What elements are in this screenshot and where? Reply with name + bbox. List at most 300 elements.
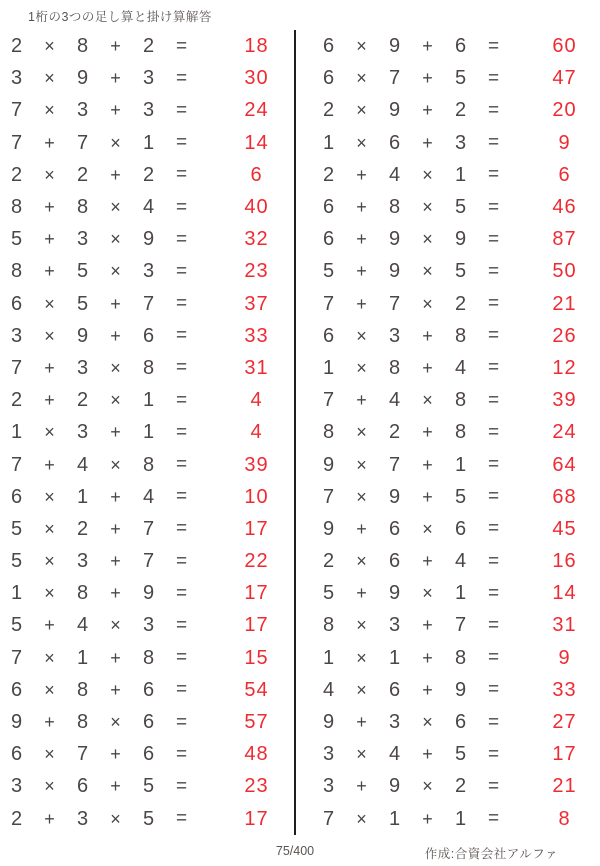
operator-2: + [110, 776, 121, 797]
operand-2: 4 [388, 389, 401, 412]
operator-1: × [44, 744, 55, 765]
operand-3: 5 [454, 485, 467, 508]
operand-3: 8 [454, 324, 467, 347]
operand-2: 9 [388, 260, 401, 283]
equals-sign: = [487, 775, 500, 797]
answer-value: 10 [244, 485, 269, 508]
operand-3: 4 [454, 550, 467, 573]
operator-1: × [356, 808, 367, 829]
operand-2: 8 [76, 582, 89, 605]
operand-3: 6 [142, 678, 155, 701]
answer-value: 37 [244, 292, 269, 315]
operator-1: + [356, 776, 367, 797]
operator-1: × [44, 36, 55, 57]
operand-2: 3 [388, 614, 401, 637]
operator-1: + [44, 454, 55, 475]
operator-2: × [422, 390, 433, 411]
equation-row [0, 288, 294, 320]
answer-value: 14 [244, 131, 269, 154]
operator-2: + [422, 100, 433, 121]
operator-2: + [422, 422, 433, 443]
answer-value: 60 [552, 35, 577, 58]
operator-2: + [422, 454, 433, 475]
operand-1: 3 [322, 743, 335, 766]
answer-value: 18 [244, 35, 269, 58]
operand-1: 9 [10, 711, 23, 734]
operand-3: 3 [142, 614, 155, 637]
operator-2: + [422, 615, 433, 636]
equation-row [0, 609, 294, 641]
operand-3: 2 [142, 163, 155, 186]
answer-value: 31 [244, 356, 269, 379]
operator-2: × [110, 454, 121, 475]
operand-2: 2 [76, 163, 89, 186]
operand-3: 7 [142, 550, 155, 573]
equals-sign: = [487, 99, 500, 121]
operator-1: + [44, 615, 55, 636]
operand-2: 9 [388, 582, 401, 605]
operand-1: 2 [10, 389, 23, 412]
answer-value: 87 [552, 228, 577, 251]
operand-1: 6 [10, 678, 23, 701]
equals-sign: = [175, 647, 188, 669]
equals-sign: = [487, 67, 500, 89]
equals-sign: = [487, 647, 500, 669]
operand-3: 9 [454, 228, 467, 251]
operand-3: 8 [142, 356, 155, 379]
answer-value: 9 [558, 131, 571, 154]
operand-3: 5 [454, 67, 467, 90]
operand-2: 4 [76, 453, 89, 476]
operator-2: × [110, 615, 121, 636]
operator-1: + [44, 357, 55, 378]
equation-row [312, 62, 598, 94]
operator-2: × [110, 229, 121, 250]
operator-1: × [356, 36, 367, 57]
operator-2: + [422, 132, 433, 153]
answer-value: 40 [244, 196, 269, 219]
equals-sign: = [487, 711, 500, 733]
equation-row [0, 30, 294, 62]
equation-row [0, 448, 294, 480]
equals-sign: = [487, 679, 500, 701]
operand-1: 6 [322, 67, 335, 90]
equals-sign: = [175, 196, 188, 218]
answer-value: 31 [552, 614, 577, 637]
equation-row [312, 706, 598, 738]
operand-1: 7 [322, 807, 335, 830]
equals-sign: = [487, 293, 500, 315]
operator-1: + [356, 164, 367, 185]
operand-2: 1 [76, 485, 89, 508]
operator-1: × [356, 615, 367, 636]
operator-1: × [356, 679, 367, 700]
equation-row [312, 191, 598, 223]
equals-sign: = [175, 743, 188, 765]
equals-sign: = [175, 550, 188, 572]
equals-sign: = [487, 614, 500, 636]
equation-row [312, 94, 598, 126]
operand-1: 3 [10, 324, 23, 347]
operator-2: + [422, 808, 433, 829]
operator-2: + [110, 486, 121, 507]
operand-2: 8 [388, 196, 401, 219]
operator-1: × [44, 293, 55, 314]
operand-2: 8 [76, 678, 89, 701]
equation-row [312, 30, 598, 62]
equals-sign: = [487, 389, 500, 411]
operand-2: 5 [76, 260, 89, 283]
answer-value: 17 [244, 582, 269, 605]
operand-2: 3 [76, 228, 89, 251]
operand-1: 1 [10, 582, 23, 605]
operand-1: 2 [322, 163, 335, 186]
operand-2: 7 [76, 131, 89, 154]
equation-row [312, 416, 598, 448]
operand-1: 3 [322, 775, 335, 798]
equals-sign: = [175, 389, 188, 411]
operator-1: × [356, 647, 367, 668]
operand-2: 6 [388, 678, 401, 701]
operator-2: + [422, 36, 433, 57]
operand-2: 1 [388, 646, 401, 669]
operator-1: × [44, 325, 55, 346]
answer-value: 64 [552, 453, 577, 476]
answer-value: 45 [552, 517, 577, 540]
equation-row [0, 481, 294, 513]
operand-2: 1 [76, 646, 89, 669]
operator-1: × [44, 679, 55, 700]
operator-2: × [422, 293, 433, 314]
operator-2: × [422, 261, 433, 282]
equals-sign: = [487, 228, 500, 250]
answer-value: 54 [244, 678, 269, 701]
answer-value: 26 [552, 324, 577, 347]
operand-3: 3 [454, 131, 467, 154]
operator-1: × [44, 164, 55, 185]
answer-value: 15 [244, 646, 269, 669]
operator-1: + [44, 808, 55, 829]
operator-2: + [422, 68, 433, 89]
equation-row [0, 223, 294, 255]
answer-value: 24 [552, 421, 577, 444]
answer-value: 17 [244, 807, 269, 830]
operand-1: 4 [322, 678, 335, 701]
answer-value: 68 [552, 485, 577, 508]
equation-row [312, 352, 598, 384]
operand-3: 2 [454, 99, 467, 122]
equals-sign: = [175, 35, 188, 57]
equation-row [0, 94, 294, 126]
operand-1: 1 [322, 356, 335, 379]
equals-sign: = [487, 164, 500, 186]
operator-1: + [356, 261, 367, 282]
equation-row [312, 803, 598, 835]
operator-2: × [110, 390, 121, 411]
equals-sign: = [175, 421, 188, 443]
operator-1: × [44, 68, 55, 89]
equation-row [0, 770, 294, 802]
operand-1: 1 [322, 646, 335, 669]
operand-2: 9 [388, 99, 401, 122]
operator-2: × [110, 261, 121, 282]
equation-row [312, 255, 598, 287]
equals-sign: = [487, 421, 500, 443]
operand-2: 8 [388, 356, 401, 379]
answer-value: 8 [558, 807, 571, 830]
operand-1: 3 [10, 67, 23, 90]
operator-1: × [44, 551, 55, 572]
problems-column-left [0, 30, 296, 835]
operand-3: 6 [142, 711, 155, 734]
equation-row [0, 62, 294, 94]
operator-2: + [422, 679, 433, 700]
operator-2: × [110, 357, 121, 378]
operand-2: 6 [388, 517, 401, 540]
publisher-credit: 作成:合資会社アルファ [424, 847, 558, 861]
answer-value: 33 [244, 324, 269, 347]
answer-value: 32 [244, 228, 269, 251]
operator-2: + [110, 164, 121, 185]
operator-1: + [44, 712, 55, 733]
equals-sign: = [175, 711, 188, 733]
operand-2: 7 [388, 67, 401, 90]
operand-2: 8 [76, 711, 89, 734]
operator-1: × [44, 776, 55, 797]
equals-sign: = [487, 582, 500, 604]
equals-sign: = [175, 679, 188, 701]
equation-row [0, 577, 294, 609]
equation-row [0, 513, 294, 545]
operand-2: 7 [388, 292, 401, 315]
operand-2: 9 [76, 324, 89, 347]
operator-1: × [44, 100, 55, 121]
operator-1: + [356, 293, 367, 314]
operand-1: 5 [10, 614, 23, 637]
answer-value: 39 [244, 453, 269, 476]
operand-1: 8 [10, 260, 23, 283]
answer-value: 24 [244, 99, 269, 122]
operator-1: × [356, 100, 367, 121]
equals-sign: = [487, 743, 500, 765]
operand-1: 9 [322, 517, 335, 540]
operand-1: 2 [10, 163, 23, 186]
operand-2: 4 [388, 743, 401, 766]
equals-sign: = [487, 357, 500, 379]
equals-sign: = [487, 518, 500, 540]
operand-1: 7 [10, 646, 23, 669]
operator-2: × [422, 229, 433, 250]
equals-sign: = [175, 260, 188, 282]
answer-value: 21 [552, 292, 577, 315]
operand-3: 5 [454, 743, 467, 766]
operand-2: 6 [388, 550, 401, 573]
operator-1: × [356, 68, 367, 89]
operator-2: × [422, 518, 433, 539]
equation-row [312, 770, 598, 802]
answer-value: 57 [244, 711, 269, 734]
operand-3: 8 [142, 646, 155, 669]
operand-2: 3 [76, 99, 89, 122]
operand-3: 7 [142, 517, 155, 540]
operand-3: 6 [454, 517, 467, 540]
operand-3: 2 [454, 292, 467, 315]
operator-2: × [422, 164, 433, 185]
operator-2: + [110, 647, 121, 668]
operand-2: 9 [388, 228, 401, 251]
equation-row [312, 223, 598, 255]
operator-1: × [356, 357, 367, 378]
equation-row [312, 609, 598, 641]
equals-sign: = [487, 454, 500, 476]
equation-row [312, 127, 598, 159]
equals-sign: = [175, 454, 188, 476]
answer-value: 6 [558, 163, 571, 186]
operator-1: × [356, 744, 367, 765]
answer-value: 27 [552, 711, 577, 734]
operand-2: 9 [76, 67, 89, 90]
operand-3: 3 [142, 99, 155, 122]
operand-1: 6 [322, 228, 335, 251]
equation-row [312, 642, 598, 674]
operator-1: + [44, 261, 55, 282]
operator-2: + [110, 36, 121, 57]
equation-row [0, 159, 294, 191]
operand-2: 3 [388, 711, 401, 734]
operand-2: 9 [388, 775, 401, 798]
operand-1: 7 [10, 453, 23, 476]
operand-3: 5 [142, 807, 155, 830]
operand-3: 4 [142, 196, 155, 219]
operator-2: × [422, 776, 433, 797]
equals-sign: = [175, 775, 188, 797]
operand-3: 1 [142, 389, 155, 412]
answer-value: 23 [244, 260, 269, 283]
equals-sign: = [175, 357, 188, 379]
operator-2: × [422, 583, 433, 604]
operator-2: + [422, 325, 433, 346]
page-title: 1桁の3つの足し算と掛け算解答 [28, 10, 212, 24]
operand-3: 8 [142, 453, 155, 476]
operand-3: 7 [142, 292, 155, 315]
equation-row [0, 384, 294, 416]
operand-1: 5 [322, 260, 335, 283]
operand-3: 6 [454, 711, 467, 734]
operator-1: × [356, 551, 367, 572]
equals-sign: = [175, 228, 188, 250]
operator-1: × [356, 422, 367, 443]
operand-1: 7 [10, 131, 23, 154]
operand-3: 6 [454, 35, 467, 58]
operand-1: 8 [10, 196, 23, 219]
equation-row [0, 545, 294, 577]
answer-value: 9 [558, 646, 571, 669]
equation-row [312, 448, 598, 480]
operand-1: 7 [322, 389, 335, 412]
operand-1: 1 [10, 421, 23, 444]
operator-2: + [110, 551, 121, 572]
operand-3: 8 [454, 421, 467, 444]
equals-sign: = [487, 808, 500, 830]
equals-sign: = [487, 196, 500, 218]
equation-row [0, 320, 294, 352]
equals-sign: = [175, 325, 188, 347]
operand-2: 3 [76, 550, 89, 573]
operand-3: 8 [454, 646, 467, 669]
answer-value: 4 [250, 421, 263, 444]
equals-sign: = [175, 486, 188, 508]
operator-2: + [110, 68, 121, 89]
operand-3: 3 [142, 67, 155, 90]
answer-value: 14 [552, 582, 577, 605]
operand-1: 5 [10, 517, 23, 540]
operand-3: 8 [454, 389, 467, 412]
operand-3: 2 [142, 35, 155, 58]
equation-row [312, 738, 598, 770]
equation-row [0, 255, 294, 287]
operand-1: 1 [322, 131, 335, 154]
operand-2: 6 [388, 131, 401, 154]
operator-2: + [110, 100, 121, 121]
operator-1: + [44, 229, 55, 250]
equals-sign: = [487, 260, 500, 282]
operand-2: 3 [76, 356, 89, 379]
equation-row [312, 288, 598, 320]
operator-1: × [44, 422, 55, 443]
answer-value: 33 [552, 678, 577, 701]
equation-row [312, 320, 598, 352]
equation-row [312, 545, 598, 577]
operand-3: 1 [454, 582, 467, 605]
operand-2: 7 [76, 743, 89, 766]
operator-1: × [356, 486, 367, 507]
operator-2: × [110, 197, 121, 218]
answer-value: 48 [244, 743, 269, 766]
equals-sign: = [487, 325, 500, 347]
operand-3: 1 [142, 421, 155, 444]
operator-1: × [44, 647, 55, 668]
operator-2: + [110, 518, 121, 539]
operand-1: 6 [322, 324, 335, 347]
answer-value: 21 [552, 775, 577, 798]
equation-row [0, 674, 294, 706]
operator-2: + [422, 744, 433, 765]
equation-row [312, 577, 598, 609]
answer-value: 47 [552, 67, 577, 90]
operand-2: 9 [388, 35, 401, 58]
equation-row [0, 803, 294, 835]
equation-row [312, 513, 598, 545]
operand-3: 4 [454, 356, 467, 379]
operand-2: 3 [388, 324, 401, 347]
operator-2: + [422, 647, 433, 668]
operand-2: 2 [388, 421, 401, 444]
operator-1: + [356, 390, 367, 411]
answer-value: 6 [250, 163, 263, 186]
operand-1: 5 [10, 550, 23, 573]
operator-2: × [110, 132, 121, 153]
equals-sign: = [487, 550, 500, 572]
equation-row [0, 191, 294, 223]
equals-sign: = [175, 808, 188, 830]
operand-3: 7 [454, 614, 467, 637]
operand-3: 9 [142, 228, 155, 251]
operand-3: 1 [142, 131, 155, 154]
answer-value: 23 [244, 775, 269, 798]
operand-3: 3 [142, 260, 155, 283]
operand-2: 4 [388, 163, 401, 186]
equation-row [312, 159, 598, 191]
